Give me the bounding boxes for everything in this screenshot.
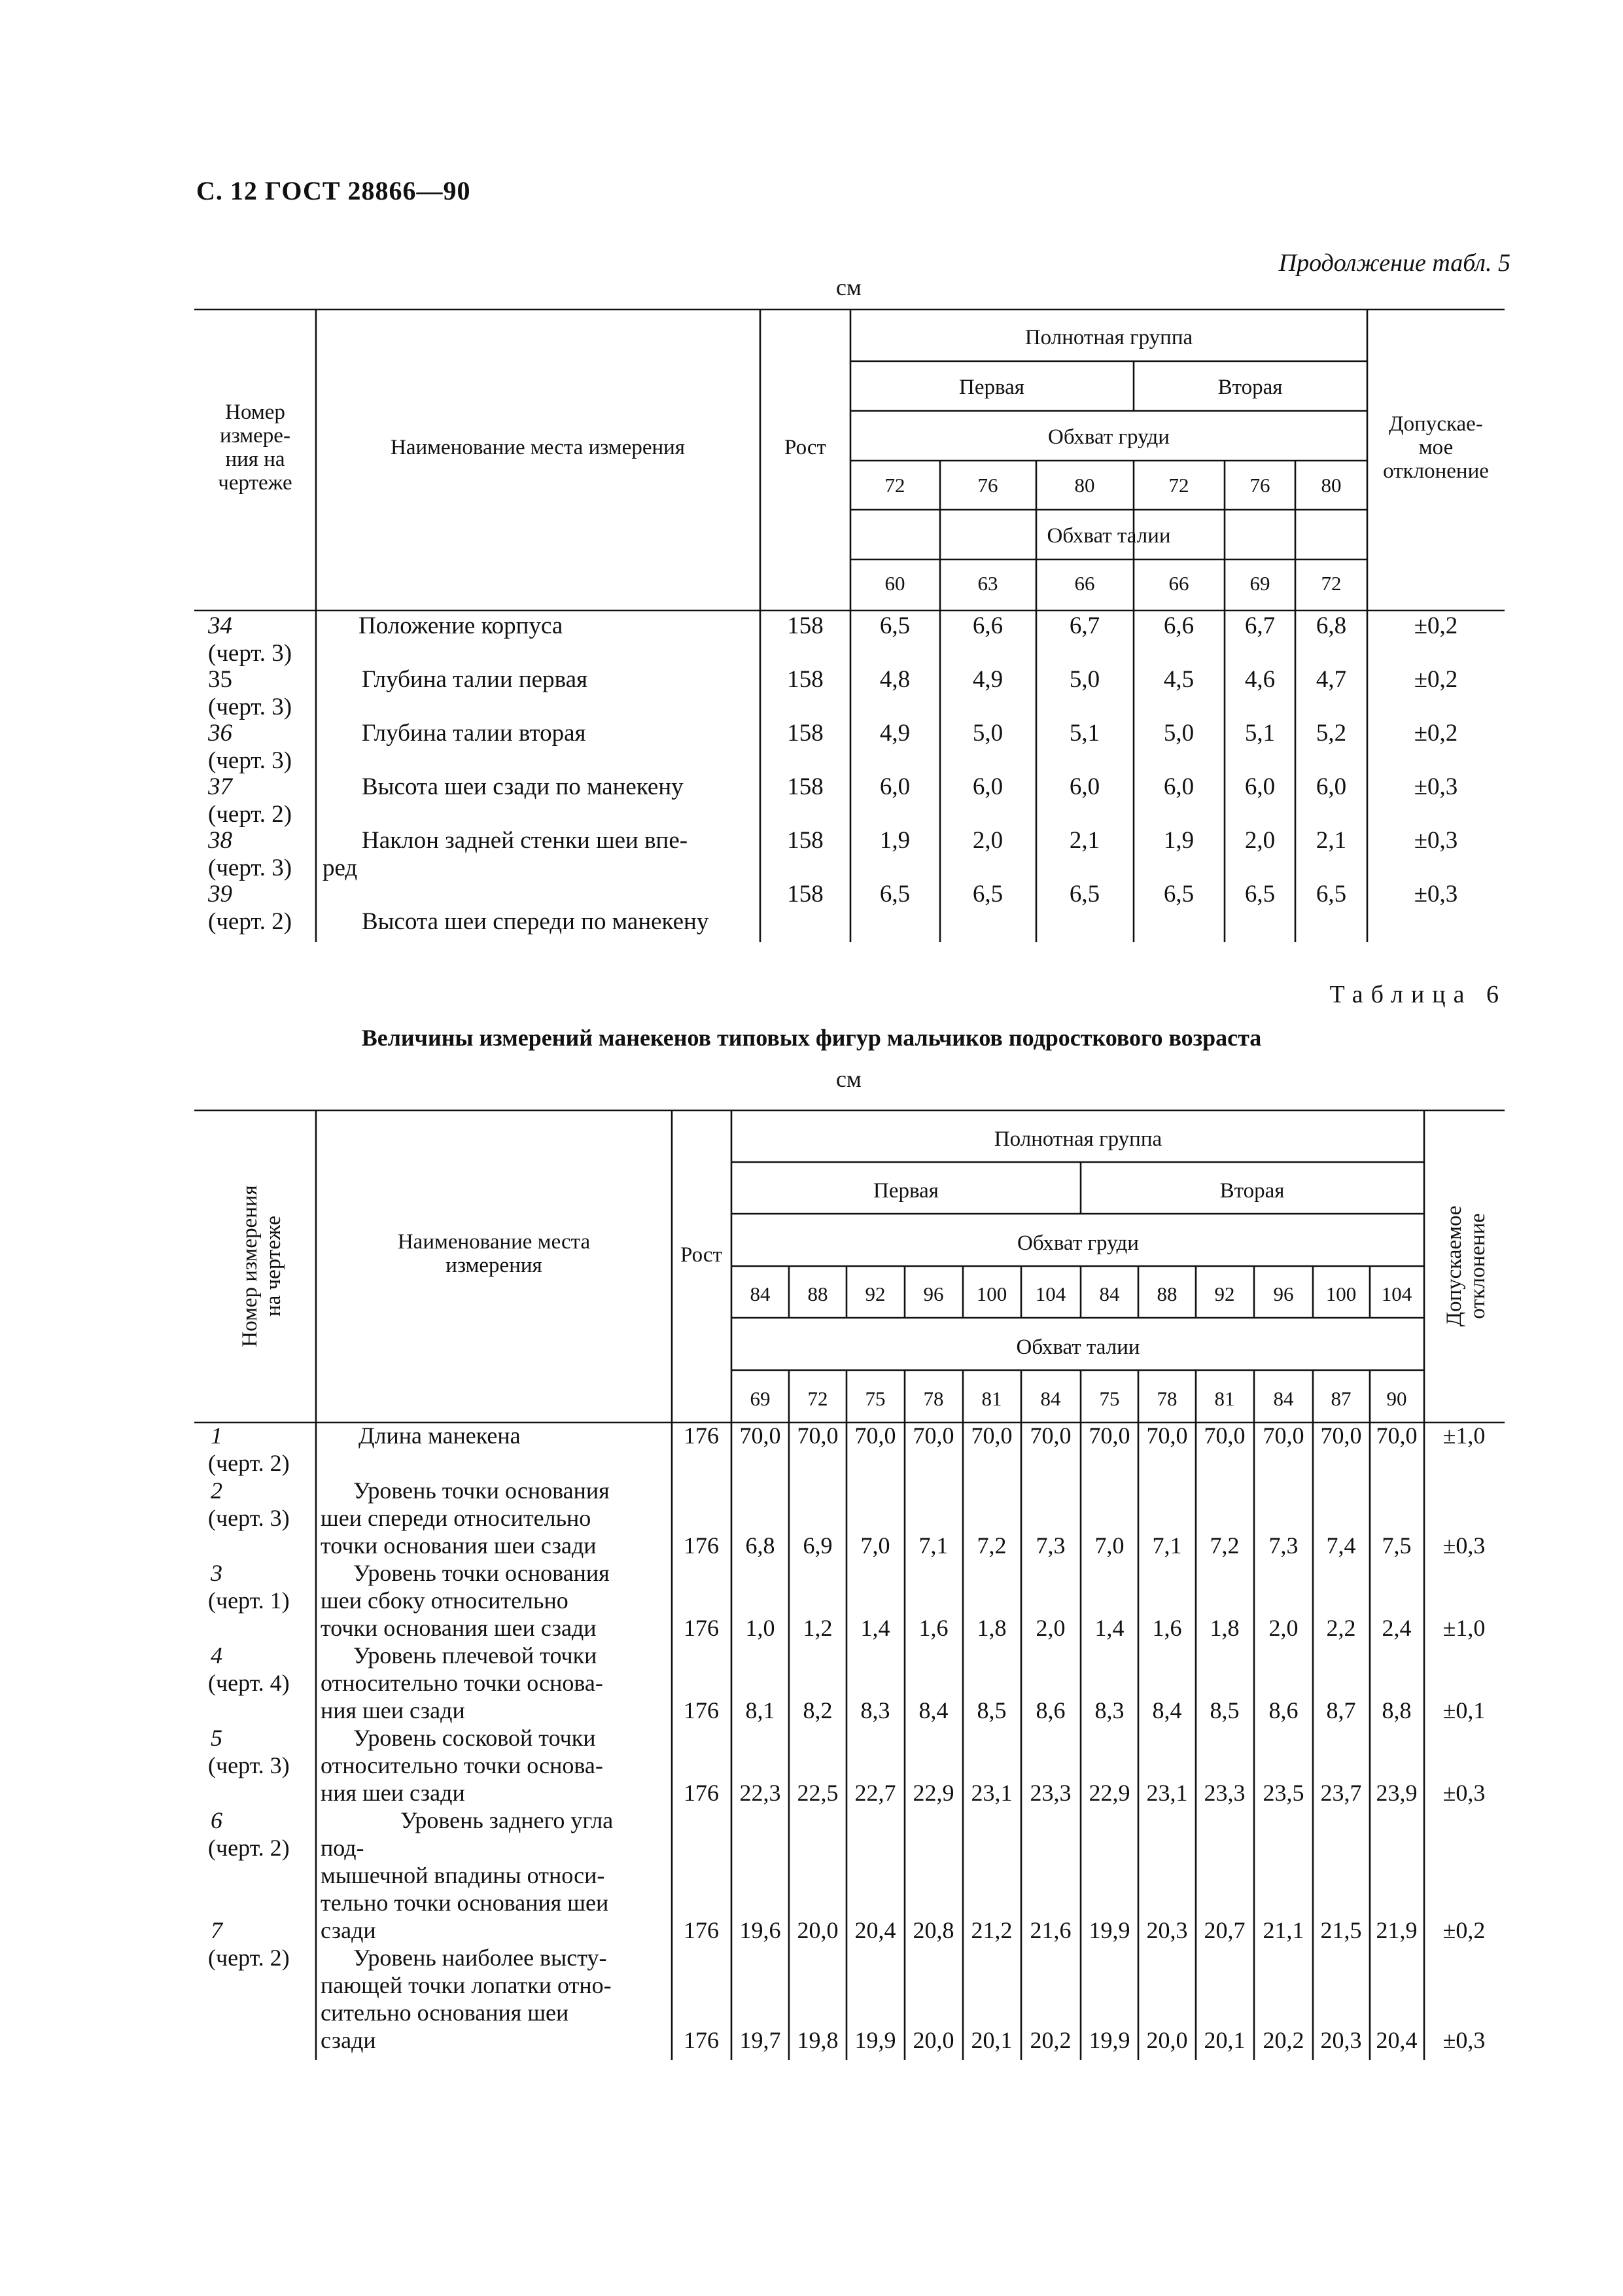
cell-value: 23,3 (1030, 1780, 1072, 1806)
waist-value: 78 (923, 1387, 944, 1410)
cell-value: 7,2 (977, 1532, 1007, 1559)
table5 (194, 309, 1505, 942)
row-name: шеи сбоку относительно (321, 1587, 568, 1614)
cell-value: 8,5 (1210, 1697, 1240, 1723)
height-value: 176 (684, 1780, 719, 1806)
row-name: Глубина талии первая (362, 666, 588, 693)
cell-value: 4,9 (879, 720, 911, 747)
waist-value: 66 (1074, 572, 1095, 595)
waist-value: 90 (1386, 1387, 1407, 1410)
cell-value: 7,3 (1268, 1532, 1299, 1559)
cell-value: 23,9 (1376, 1780, 1418, 1806)
cell-value: 8,3 (1094, 1697, 1125, 1723)
row-number: 34 (208, 612, 232, 639)
chest-value: 76 (977, 474, 998, 497)
row-name: Уровень плечевой точки (353, 1642, 597, 1669)
chest-value: 96 (1273, 1282, 1294, 1305)
height-value: 158 (787, 666, 824, 693)
cell-value: 8,6 (1268, 1697, 1299, 1723)
chest-value: 92 (1214, 1282, 1235, 1305)
cell-value: 6,6 (972, 612, 1003, 639)
cell-value: 2,1 (1316, 827, 1347, 854)
row-name: Уровень точки основания (353, 1560, 610, 1586)
height-value: 158 (787, 612, 824, 639)
cell-value: 70,0 (1089, 1422, 1130, 1449)
t6-col-number-l1: Номер измерения (238, 1185, 262, 1347)
cell-value: 20,3 (1320, 2027, 1362, 2053)
chest-value: 80 (1321, 474, 1342, 497)
cell-value: 7,0 (860, 1532, 890, 1559)
waist-value: 75 (865, 1387, 886, 1410)
row-name: мышечной впадины относи- (321, 1862, 605, 1888)
row-number: 2 (211, 1477, 222, 1504)
height-value: 158 (787, 827, 824, 854)
t6-tolerance-l2: отклонение (1466, 1213, 1490, 1319)
table6-unit: см (836, 1066, 862, 1092)
t5-col-height: Рост (784, 436, 826, 459)
drawing-ref: (черт. 2) (208, 1945, 290, 1971)
chest-value: 100 (976, 1282, 1007, 1305)
row-name: ния шеи сзади (321, 1780, 465, 1806)
row-number: 36 (208, 720, 232, 747)
tolerance-value: ±0,3 (1414, 773, 1458, 800)
chest-value: 80 (1074, 474, 1095, 497)
cell-value: 20,8 (913, 1917, 954, 1943)
cell-value: 6,0 (972, 773, 1003, 800)
cell-value: 5,0 (1163, 720, 1195, 747)
cell-value: 70,0 (913, 1422, 954, 1449)
cell-value: 19,7 (739, 2027, 781, 2053)
height-value: 176 (684, 1615, 719, 1641)
cell-value: 1,6 (918, 1615, 949, 1641)
tolerance-value: ±1,0 (1442, 1422, 1486, 1449)
row-name: точки основания шеи сзади (321, 1615, 597, 1641)
cell-value: 22,9 (1089, 1780, 1130, 1806)
cell-value: 70,0 (854, 1422, 896, 1449)
height-value: 158 (787, 773, 824, 800)
height-value: 176 (684, 1917, 719, 1943)
row-name: пающей точки лопатки отно- (321, 1972, 612, 1998)
t6-waist-values (750, 1387, 1407, 1410)
cell-value: 4,9 (972, 666, 1003, 693)
t5-col-number-l4: чертеже (218, 471, 292, 495)
cell-value: 6,0 (1244, 773, 1276, 800)
cell-value: 7,2 (1210, 1532, 1240, 1559)
row-name: Уровень наиболее высту- (353, 1945, 607, 1971)
t5-col-name: Наименование места измерения (391, 436, 685, 459)
row-number: 7 (211, 1917, 222, 1943)
t5-body (207, 612, 1457, 935)
row-name: Наклон задней стенки шеи впе- (362, 827, 688, 854)
cell-value: 7,1 (1152, 1532, 1182, 1559)
tolerance-value: ±0,2 (1414, 666, 1458, 693)
cell-value: 6,0 (1316, 773, 1347, 800)
cell-value: 20,4 (854, 1917, 896, 1943)
t6-first: Первая (873, 1179, 939, 1203)
height-value: 158 (787, 720, 824, 747)
cell-value: 20,2 (1030, 2027, 1072, 2053)
cell-value: 8,5 (977, 1697, 1007, 1723)
cell-value: 5,2 (1316, 720, 1347, 747)
t5-second: Вторая (1217, 376, 1283, 399)
chest-value: 88 (807, 1282, 828, 1305)
t6-col-name-l2: измерения (445, 1254, 542, 1277)
cell-value: 23,5 (1263, 1780, 1304, 1806)
row-name: сзади (321, 1917, 376, 1943)
height-value: 176 (684, 1532, 719, 1559)
row-name: сительно основания шеи (321, 2000, 569, 2026)
t5-col-number-l1: Номер (225, 400, 285, 424)
waist-value: 81 (1214, 1387, 1235, 1410)
chest-value: 84 (1099, 1282, 1120, 1305)
row-name: Высота шеи сзади по манекену (362, 773, 684, 800)
cell-value: 2,0 (1036, 1615, 1066, 1641)
row-number: 5 (211, 1725, 222, 1751)
cell-value: 6,9 (803, 1532, 833, 1559)
t5-chest-values (885, 474, 1342, 497)
cell-value: 8,3 (860, 1697, 890, 1723)
cell-value: 2,0 (1244, 827, 1276, 854)
cell-value: 21,9 (1376, 1917, 1418, 1943)
cell-value: 19,8 (797, 2027, 839, 2053)
cell-value: 8,6 (1036, 1697, 1066, 1723)
t6-col-name-l1: Наименование места (397, 1230, 591, 1254)
cell-value: 6,5 (1069, 881, 1100, 908)
drawing-ref: (черт. 4) (208, 1670, 290, 1696)
cell-value: 1,4 (1094, 1615, 1125, 1641)
cell-value: 5,0 (972, 720, 1003, 747)
cell-value: 6,5 (1163, 881, 1195, 908)
waist-value: 66 (1168, 572, 1189, 595)
cell-value: 8,4 (918, 1697, 949, 1723)
drawing-ref: (черт. 3) (208, 747, 292, 774)
cell-value: 6,0 (1069, 773, 1100, 800)
chest-value: 76 (1249, 474, 1270, 497)
height-value: 158 (787, 881, 824, 908)
table6 (194, 1110, 1505, 2060)
cell-value: 4,5 (1163, 666, 1195, 693)
cell-value: 7,3 (1036, 1532, 1066, 1559)
waist-value: 63 (977, 572, 998, 595)
cell-value: 7,4 (1326, 1532, 1356, 1559)
cell-value: 70,0 (1263, 1422, 1304, 1449)
cell-value: 5,1 (1244, 720, 1276, 747)
row-name: под- (321, 1835, 364, 1861)
cell-value: 4,7 (1316, 666, 1347, 693)
cell-value: 6,5 (879, 612, 911, 639)
cell-value: 21,6 (1030, 1917, 1072, 1943)
t5-col-number-l2: измере- (220, 424, 290, 448)
height-value: 176 (684, 1422, 719, 1449)
cell-value: 5,0 (1069, 666, 1100, 693)
cell-value: 23,7 (1320, 1780, 1362, 1806)
cell-value: 21,5 (1320, 1917, 1362, 1943)
t5-tolerance-l1: Допускае- (1389, 412, 1483, 436)
drawing-ref: (черт. 1) (208, 1587, 290, 1614)
cell-value: 1,0 (745, 1615, 775, 1641)
row-name: Глубина талии вторая (362, 720, 586, 747)
drawing-ref: (черт. 3) (208, 1505, 290, 1531)
row-number: 3 (211, 1560, 222, 1586)
cell-value: 2,2 (1326, 1615, 1356, 1641)
cell-value: 4,6 (1244, 666, 1276, 693)
cell-value: 8,1 (745, 1697, 775, 1723)
cell-value: 22,9 (913, 1780, 954, 1806)
cell-value: 70,0 (1146, 1422, 1188, 1449)
height-value: 176 (684, 1697, 719, 1723)
cell-value: 8,4 (1152, 1697, 1182, 1723)
chest-value: 92 (865, 1282, 886, 1305)
cell-value: 2,0 (1268, 1615, 1299, 1641)
cell-value: 6,0 (879, 773, 911, 800)
cell-value: 6,8 (1316, 612, 1347, 639)
chest-value: 84 (750, 1282, 771, 1305)
t6-col-number-l2: на чертеже (262, 1216, 285, 1316)
t6-fullness-group: Полнотная группа (994, 1127, 1162, 1151)
drawing-ref: (черт. 3) (208, 855, 292, 881)
cell-value: 6,5 (879, 881, 911, 908)
tolerance-value: ±1,0 (1442, 1615, 1486, 1641)
cell-value: 20,3 (1146, 1917, 1188, 1943)
row-name: относительно точки основа- (321, 1752, 603, 1778)
waist-value: 60 (884, 572, 905, 595)
cell-value: 6,7 (1244, 612, 1276, 639)
cell-value: 6,7 (1069, 612, 1100, 639)
cell-value: 5,1 (1069, 720, 1100, 747)
t5-fullness-group: Полнотная группа (1024, 326, 1193, 349)
chest-value: 72 (884, 474, 905, 497)
cell-value: 6,5 (972, 881, 1003, 908)
row-name: Положение корпуса (358, 612, 563, 639)
row-name: точки основания шеи сзади (321, 1532, 597, 1559)
cell-value: 23,1 (971, 1780, 1013, 1806)
t6-waist: Обхват талии (1016, 1335, 1140, 1359)
cell-value: 6,8 (745, 1532, 775, 1559)
t5-waist-values (885, 572, 1342, 595)
cell-value: 6,5 (1316, 881, 1347, 908)
chest-value: 100 (1325, 1282, 1357, 1305)
cell-value: 23,3 (1204, 1780, 1246, 1806)
cell-value: 1,9 (1163, 827, 1195, 854)
row-name: тельно точки основания шеи (321, 1890, 609, 1916)
cell-value: 2,1 (1069, 827, 1100, 854)
row-number: 39 (208, 881, 232, 908)
tolerance-value: ±0,3 (1442, 1532, 1486, 1559)
cell-value: 2,0 (972, 827, 1003, 854)
waist-value: 87 (1331, 1387, 1352, 1410)
cell-value: 7,5 (1382, 1532, 1412, 1559)
cell-value: 19,6 (739, 1917, 781, 1943)
waist-value: 69 (1249, 572, 1270, 595)
cell-value: 7,0 (1094, 1532, 1125, 1559)
cell-value: 20,0 (797, 1917, 839, 1943)
cell-value: 70,0 (1030, 1422, 1072, 1449)
cell-value: 19,9 (854, 2027, 896, 2053)
cell-value: 70,0 (1204, 1422, 1246, 1449)
t5-tolerance-l3: отклонение (1383, 459, 1489, 483)
cell-value: 20,0 (913, 2027, 954, 2053)
waist-value: 75 (1099, 1387, 1120, 1410)
drawing-ref: (черт. 2) (208, 1450, 290, 1476)
row-name: относительно точки основа- (321, 1670, 603, 1696)
cell-value: 1,4 (860, 1615, 890, 1641)
cell-value: 23,1 (1146, 1780, 1188, 1806)
cell-value: 1,9 (879, 827, 911, 854)
cell-value: 20,7 (1204, 1917, 1246, 1943)
cell-value: 20,1 (1204, 2027, 1246, 2053)
cell-value: 21,1 (1263, 1917, 1304, 1943)
cell-value: 2,4 (1382, 1615, 1412, 1641)
row-number: 6 (211, 1807, 222, 1833)
cell-value: 1,8 (1210, 1615, 1240, 1641)
cell-value: 19,9 (1089, 1917, 1130, 1943)
cell-value: 22,3 (739, 1780, 781, 1806)
chest-value: 88 (1157, 1282, 1178, 1305)
cell-value: 8,7 (1326, 1697, 1356, 1723)
row-number: 4 (211, 1642, 222, 1669)
tolerance-value: ±0,3 (1442, 2027, 1486, 2053)
row-name: Длина манекена (358, 1422, 521, 1449)
cell-value: 1,2 (803, 1615, 833, 1641)
cell-value: 70,0 (1376, 1422, 1418, 1449)
row-name: Уровень сосковой точки (353, 1725, 596, 1751)
drawing-ref: (черт. 2) (208, 801, 292, 828)
t6-tolerance-l1: Допускаемое (1442, 1205, 1466, 1327)
row-number: 38 (208, 827, 232, 854)
cell-value: 70,0 (1320, 1422, 1362, 1449)
t6-col-height: Рост (680, 1243, 722, 1267)
row-number: 35 (208, 666, 232, 693)
row-name: Высота шеи спереди по манекену (362, 908, 709, 935)
tolerance-value: ±0,2 (1442, 1917, 1486, 1943)
cell-value: 1,6 (1152, 1615, 1182, 1641)
t5-col-number-l3: ния на (225, 448, 285, 471)
cell-value: 20,4 (1376, 2027, 1418, 2053)
table6-label: Таблица 6 (1329, 981, 1507, 1008)
tolerance-value: ±0,2 (1414, 612, 1458, 639)
t5-chest: Обхват груди (1048, 425, 1170, 449)
drawing-ref: (черт. 3) (208, 694, 292, 720)
waist-value: 84 (1273, 1387, 1294, 1410)
cell-value: 7,1 (918, 1532, 949, 1559)
tolerance-value: ±0,2 (1414, 720, 1458, 747)
drawing-ref: (черт. 2) (208, 1835, 290, 1861)
chest-value: 96 (923, 1282, 944, 1305)
cell-value: 8,8 (1382, 1697, 1412, 1723)
waist-value: 72 (807, 1387, 828, 1410)
row-number: 37 (208, 773, 232, 800)
table6-title: Величины измерений манекенов типовых фигур мальчиков подросткового возраста (361, 1025, 1262, 1051)
cell-value: 22,5 (797, 1780, 839, 1806)
row-name: сзади (321, 2027, 376, 2053)
tolerance-value: ±0,1 (1442, 1697, 1486, 1723)
waist-value: 72 (1321, 572, 1342, 595)
cell-value: 20,2 (1263, 2027, 1304, 2053)
cell-value: 21,2 (971, 1917, 1013, 1943)
cell-value: 70,0 (797, 1422, 839, 1449)
row-name: Уровень точки основания (353, 1477, 610, 1504)
cell-value: 8,2 (803, 1697, 833, 1723)
t6-chest: Обхват груди (1017, 1231, 1139, 1255)
chest-value: 104 (1381, 1282, 1412, 1305)
waist-value: 78 (1157, 1387, 1178, 1410)
page-header: С. 12 ГОСТ 28866—90 (196, 176, 471, 205)
cell-value: 4,8 (879, 666, 911, 693)
height-value: 176 (684, 2027, 719, 2053)
cell-value: 70,0 (739, 1422, 781, 1449)
drawing-ref: (черт. 3) (208, 640, 292, 667)
cell-value: 6,6 (1163, 612, 1195, 639)
row-number: 1 (211, 1422, 222, 1449)
drawing-ref: (черт. 2) (208, 908, 292, 935)
tolerance-value: ±0,3 (1414, 881, 1458, 908)
t5-first: Первая (959, 376, 1024, 399)
table5-unit: см (836, 274, 862, 300)
tolerance-value: ±0,3 (1442, 1780, 1486, 1806)
cell-value: 20,1 (971, 2027, 1013, 2053)
cell-value: 1,8 (977, 1615, 1007, 1641)
cell-value: 6,0 (1163, 773, 1195, 800)
row-name: Уровень заднего угла (400, 1807, 614, 1833)
chest-value: 104 (1035, 1282, 1066, 1305)
cell-value: 70,0 (971, 1422, 1013, 1449)
row-name: ред (323, 855, 358, 881)
row-name: шеи спереди относительно (321, 1505, 591, 1531)
chest-value: 72 (1168, 474, 1189, 497)
waist-value: 84 (1040, 1387, 1061, 1410)
waist-value: 69 (750, 1387, 771, 1410)
t5-waist: Обхват талии (1047, 524, 1171, 548)
cell-value: 6,5 (1244, 881, 1276, 908)
row-name: ния шеи сзади (321, 1697, 465, 1723)
cell-value: 22,7 (854, 1780, 896, 1806)
t5-tolerance-l2: мое (1418, 436, 1454, 459)
cell-value: 19,9 (1089, 2027, 1130, 2053)
t6-second: Вторая (1219, 1179, 1285, 1203)
cell-value: 20,0 (1146, 2027, 1188, 2053)
continuation-label: Продолжение табл. 5 (1278, 249, 1510, 277)
drawing-ref: (черт. 3) (208, 1752, 290, 1778)
waist-value: 81 (981, 1387, 1002, 1410)
tolerance-value: ±0,3 (1414, 827, 1458, 854)
